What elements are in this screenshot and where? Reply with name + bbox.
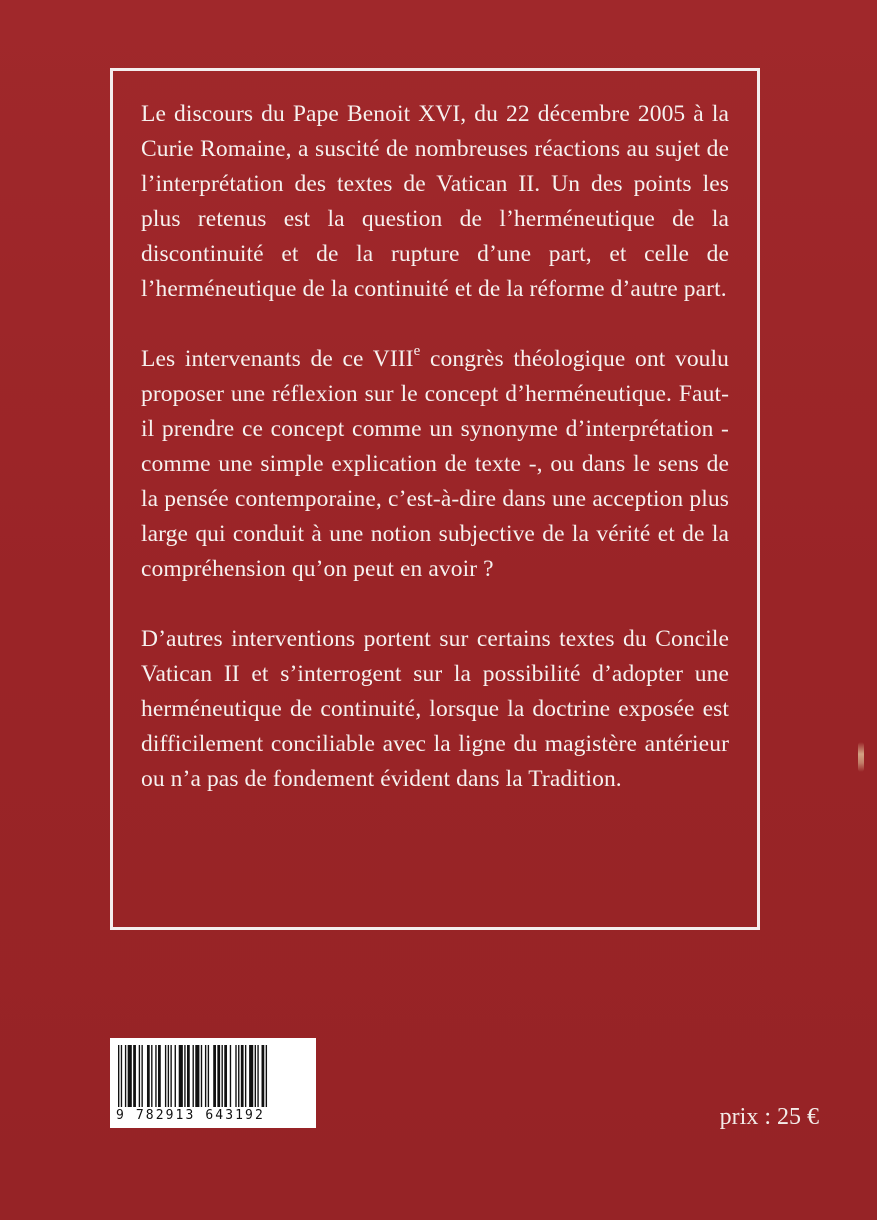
barcode-bars xyxy=(116,1045,310,1107)
barcode-bar xyxy=(165,1045,166,1107)
barcode-bar xyxy=(184,1045,185,1107)
barcode-bar xyxy=(193,1045,194,1107)
barcode-bar xyxy=(266,1045,267,1107)
barcode-bar xyxy=(187,1045,190,1107)
barcode-bar xyxy=(155,1045,156,1107)
barcode-bar xyxy=(158,1045,161,1107)
barcode-bar xyxy=(179,1045,183,1107)
barcode-bar xyxy=(222,1045,223,1107)
barcode-bar xyxy=(141,1045,142,1107)
barcode-bar xyxy=(139,1045,140,1107)
barcode-bar xyxy=(205,1045,206,1107)
paragraph-1: Le discours du Pape Benoit XVI, du 22 décembre 2005 à la Curie Romaine, a suscité de nombreuses réactions au sujet de l’interprétation des textes de Vatican II. Un des points les plus retenus est la question de l’herméneutique de la discontinuité et de la rupture d’une part, et celle de l’herméneutique de la continuité et de la réforme d’autre part. xyxy=(141,101,729,302)
barcode-bar xyxy=(257,1045,258,1107)
paragraph-3: D’autres interventions portent sur certains textes du Concile Vatican II et s’interrogent sur la possibilité d’adopter une herméneutique de continuité, lorsque la doctrine exposée est difficilement conciliable avec la ligne du magistère antérieur ou n’a pas de fondement évident dans la Tradition. xyxy=(141,626,729,792)
barcode-bar xyxy=(170,1045,171,1107)
barcode-bar xyxy=(238,1045,239,1107)
barcode-bar xyxy=(147,1045,150,1107)
barcode-bar xyxy=(262,1045,265,1107)
isbn-number: 9 782913 643192 xyxy=(116,1108,265,1123)
price-label: prix : 25 € xyxy=(719,1104,819,1130)
barcode-bar xyxy=(213,1045,216,1107)
paragraph-2 xyxy=(141,342,729,587)
barcode-bar xyxy=(128,1045,132,1107)
barcode-bar xyxy=(255,1045,256,1107)
barcode-bar xyxy=(235,1045,236,1107)
barcode-bar xyxy=(201,1045,202,1107)
barcode-bar xyxy=(224,1045,227,1107)
paragraph-2-rest: congrès théologique ont voulu proposer une réflexion sur le concept d’herméneutique. Faut-il prendre ce concept comme un synonyme d’interprétation - comme une simple explication de texte -, ou dans le sens de la pensée contemporaine, c’est-à-dire dans une acception plus large qui conduit à une notion subjective de la vérité et de la compréhension qu’on peut en avoir ? xyxy=(141,346,729,582)
barcode-bar xyxy=(125,1045,126,1107)
barcode-bar xyxy=(133,1045,136,1107)
barcode-bar xyxy=(195,1045,199,1107)
barcode-bar xyxy=(217,1045,220,1107)
barcode-bar xyxy=(121,1045,122,1107)
barcode xyxy=(110,1038,316,1128)
text-frame xyxy=(110,68,760,930)
barcode-bar xyxy=(208,1045,209,1107)
barcode-bar xyxy=(118,1045,119,1107)
ordinal-superscript: e xyxy=(413,343,421,360)
barcode-bar xyxy=(151,1045,152,1107)
barcode-bar xyxy=(175,1045,176,1107)
paragraph-2-start: Les intervenants de ce VIII xyxy=(141,346,414,372)
barcode-bar xyxy=(230,1045,231,1107)
cover-speck xyxy=(858,742,864,772)
barcode-bar xyxy=(245,1045,246,1107)
barcode-bar xyxy=(241,1045,244,1107)
barcode-bar xyxy=(168,1045,169,1107)
barcode-bar xyxy=(249,1045,253,1107)
